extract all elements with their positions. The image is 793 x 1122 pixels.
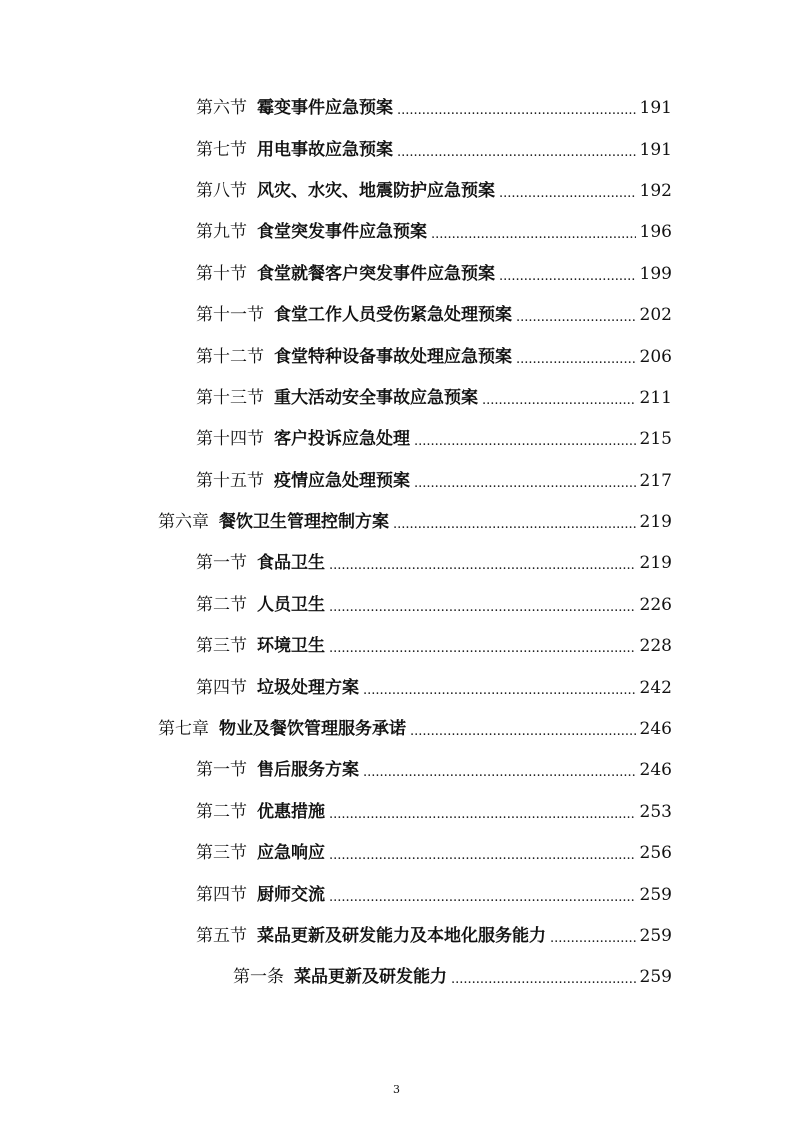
toc-entry-title: 餐饮卫生管理控制方案 xyxy=(219,512,389,533)
toc-entry-title: 疫情应急处理预案 xyxy=(274,470,410,491)
toc-entry-title: 菜品更新及研发能力及本地化服务能力 xyxy=(257,926,546,946)
toc-entry-number: 第一条 xyxy=(233,967,284,988)
toc-entry[interactable] xyxy=(0,336,793,377)
toc-entry[interactable] xyxy=(0,750,793,791)
toc-entry-page: 246 xyxy=(639,719,672,740)
toc-entry-page: 242 xyxy=(639,677,672,698)
toc-chapter-entry[interactable] xyxy=(0,709,793,750)
toc-entry[interactable] xyxy=(0,378,793,419)
toc-entry[interactable] xyxy=(0,874,793,915)
toc-entry-page: 219 xyxy=(639,512,672,533)
toc-entry-number: 第二节 xyxy=(196,801,247,822)
toc-entry-page: 215 xyxy=(639,429,672,450)
toc-entry-number: 第一节 xyxy=(196,760,247,781)
toc-entry-title: 食堂突发事件应急预案 xyxy=(257,222,427,243)
toc-entry[interactable] xyxy=(0,88,793,129)
toc-entry-title: 食堂特种设备事故处理应急预案 xyxy=(274,346,512,367)
toc-entry-title: 应急响应 xyxy=(257,843,325,864)
toc-subsection-entry[interactable] xyxy=(0,957,793,998)
dot-leader xyxy=(516,353,636,366)
toc-entry-number: 第八节 xyxy=(196,180,247,201)
toc-entry-page: 199 xyxy=(639,263,672,284)
toc-entry-title: 菜品更新及研发能力 xyxy=(294,967,447,988)
table-of-contents xyxy=(0,88,793,999)
toc-entry[interactable] xyxy=(0,585,793,626)
toc-entry-page: 192 xyxy=(639,180,672,201)
toc-entry-page: 259 xyxy=(639,926,672,946)
toc-entry[interactable] xyxy=(0,212,793,253)
toc-entry-number: 第七节 xyxy=(196,139,247,160)
toc-entry-page: 228 xyxy=(639,636,672,657)
dot-leader xyxy=(329,642,636,655)
toc-entry-page: 191 xyxy=(639,98,672,119)
dot-leader xyxy=(329,891,636,904)
toc-entry-title: 食堂就餐客户突发事件应急预案 xyxy=(257,263,495,284)
toc-entry-number: 第六章 xyxy=(158,512,209,533)
toc-entry[interactable] xyxy=(0,833,793,874)
toc-entry-title: 客户投诉应急处理 xyxy=(274,429,410,450)
dot-leader xyxy=(431,228,636,241)
toc-entry-title: 物业及餐饮管理服务承诺 xyxy=(219,719,406,740)
toc-entry[interactable] xyxy=(0,129,793,170)
toc-entry-number: 第十四节 xyxy=(196,429,264,450)
dot-leader xyxy=(550,932,636,945)
toc-entry-number: 第十二节 xyxy=(196,346,264,367)
toc-entry[interactable] xyxy=(0,461,793,502)
dot-leader xyxy=(499,270,636,283)
toc-entry[interactable] xyxy=(0,419,793,460)
toc-entry-title: 优惠措施 xyxy=(257,801,325,822)
toc-entry-title: 重大活动安全事故应急预案 xyxy=(274,387,478,408)
toc-entry-page: 196 xyxy=(639,222,672,243)
toc-entry-page: 253 xyxy=(639,801,672,822)
toc-entry-number: 第十五节 xyxy=(196,470,264,491)
page-number: 3 xyxy=(393,1083,400,1096)
toc-entry-number: 第六节 xyxy=(196,98,247,119)
dot-leader xyxy=(499,187,636,200)
toc-entry-page: 259 xyxy=(639,884,672,905)
toc-entry-title: 风灾、水灾、地震防护应急预案 xyxy=(257,180,495,201)
toc-entry-title: 食堂工作人员受伤紧急处理预案 xyxy=(274,305,512,326)
toc-entry[interactable] xyxy=(0,295,793,336)
toc-entry-number: 第三节 xyxy=(196,843,247,864)
toc-entry-title: 环境卫生 xyxy=(257,636,325,657)
dot-leader xyxy=(329,849,636,862)
dot-leader xyxy=(397,104,636,117)
toc-entry-number: 第七章 xyxy=(158,719,209,740)
dot-leader xyxy=(516,311,636,324)
toc-entry-title: 售后服务方案 xyxy=(257,760,359,781)
toc-entry[interactable] xyxy=(0,543,793,584)
toc-entry[interactable] xyxy=(0,916,793,957)
toc-entry-title: 人员卫生 xyxy=(257,594,325,615)
toc-entry[interactable] xyxy=(0,171,793,212)
dot-leader xyxy=(451,973,636,986)
dot-leader xyxy=(393,518,636,531)
toc-entry[interactable] xyxy=(0,667,793,708)
toc-entry-page: 206 xyxy=(639,346,672,367)
toc-entry-number: 第五节 xyxy=(196,926,247,946)
dot-leader xyxy=(482,394,636,407)
toc-entry-title: 霉变事件应急预案 xyxy=(257,98,393,119)
toc-entry-title: 厨师交流 xyxy=(257,884,325,905)
dot-leader xyxy=(414,435,636,448)
toc-entry-page: 246 xyxy=(639,760,672,781)
toc-entry-number: 第十三节 xyxy=(196,387,264,408)
dot-leader xyxy=(363,684,636,697)
toc-entry-page: 256 xyxy=(639,843,672,864)
toc-entry-number: 第三节 xyxy=(196,636,247,657)
dot-leader xyxy=(410,725,636,738)
toc-entry[interactable] xyxy=(0,792,793,833)
toc-entry-number: 第一节 xyxy=(196,553,247,574)
toc-entry-page: 202 xyxy=(639,305,672,326)
toc-entry-page: 191 xyxy=(639,139,672,160)
toc-entry-title: 食品卫生 xyxy=(257,553,325,574)
toc-entry[interactable] xyxy=(0,254,793,295)
dot-leader xyxy=(397,146,636,159)
toc-entry[interactable] xyxy=(0,626,793,667)
toc-entry-title: 用电事故应急预案 xyxy=(257,139,393,160)
toc-entry-page: 259 xyxy=(639,967,672,988)
toc-entry-page: 226 xyxy=(639,594,672,615)
dot-leader xyxy=(329,601,636,614)
toc-entry-page: 217 xyxy=(639,470,672,491)
toc-entry-page: 219 xyxy=(639,553,672,574)
toc-entry-number: 第二节 xyxy=(196,594,247,615)
toc-entry-number: 第十一节 xyxy=(196,305,264,326)
toc-entry-number: 第四节 xyxy=(196,677,247,698)
dot-leader xyxy=(329,559,636,572)
toc-entry-title: 垃圾处理方案 xyxy=(257,677,359,698)
toc-entry-page: 211 xyxy=(639,387,672,408)
dot-leader xyxy=(414,477,636,490)
toc-entry-number: 第九节 xyxy=(196,222,247,243)
dot-leader xyxy=(329,808,636,821)
toc-chapter-entry[interactable] xyxy=(0,502,793,543)
dot-leader xyxy=(363,766,636,779)
toc-entry-number: 第四节 xyxy=(196,884,247,905)
toc-entry-number: 第十节 xyxy=(196,263,247,284)
